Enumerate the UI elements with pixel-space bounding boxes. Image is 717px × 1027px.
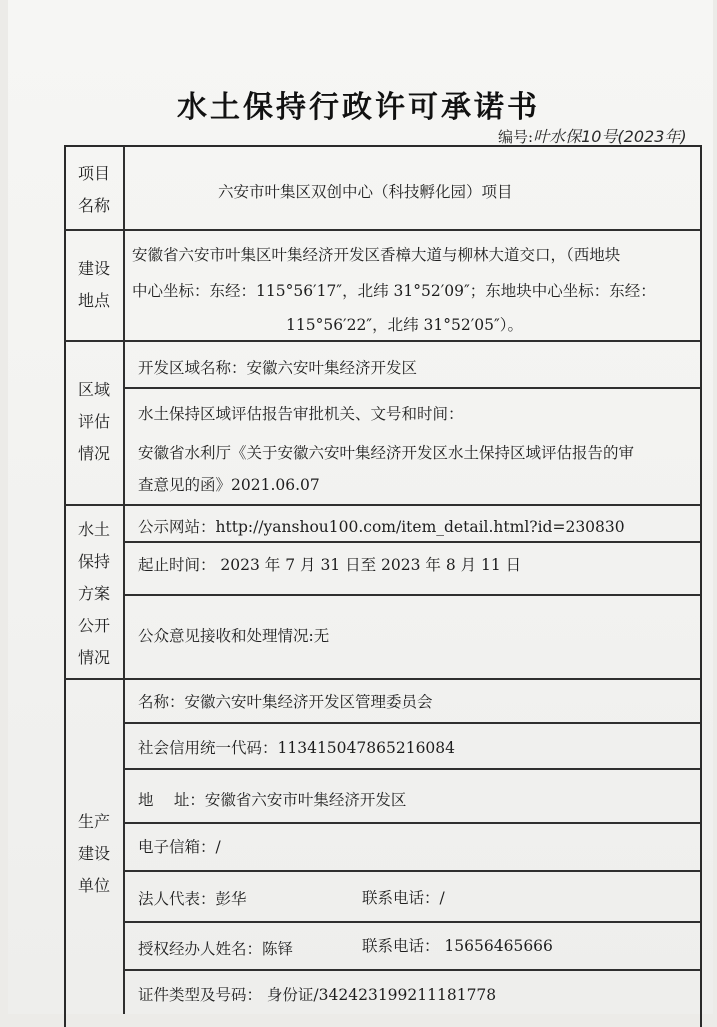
regional-label: 区域 评估 情况 — [77, 380, 110, 463]
agent-name: 授权经办人姓名：陈铎 — [138, 940, 294, 958]
sub-row-divider — [123, 822, 700, 824]
sub-row-divider — [123, 541, 700, 543]
location-line-2: 中心坐标：东经：115°56′17″，北纬 31°52′09″；东地块中心坐标：东经： — [132, 282, 656, 300]
sub-row-divider — [123, 921, 700, 923]
document-number — [498, 124, 687, 147]
unit-email: 电子信箱：/ — [138, 838, 221, 856]
document-number-label: 编号: — [498, 128, 534, 146]
id-document: 证件类型及号码： 身份证/342423199211181778 — [138, 986, 497, 1004]
location-label: 建设 地点 — [77, 259, 110, 310]
project-name: 六安市叶集区双创中心（科技孵化园）项目 — [218, 183, 513, 201]
unit-credit-code: 社会信用统一代码：113415047865216084 — [138, 739, 456, 757]
row-divider — [64, 340, 700, 342]
sub-row-divider — [123, 387, 700, 389]
location-line-3: 115°56′22″，北纬 31°52′05″）。 — [286, 316, 523, 334]
sub-row-divider — [123, 594, 700, 596]
row-divider — [64, 229, 700, 231]
sub-row-divider — [123, 768, 700, 770]
unit-label: 生产 建设 单位 — [77, 812, 110, 895]
approval-line-2: 查意见的函》2021.06.07 — [138, 476, 320, 494]
row-divider — [64, 504, 700, 506]
document-title: 水土保持行政许可承诺书 — [177, 90, 540, 125]
publicity-period: 起止时间： 2023 年 7 月 31 日至 2023 年 8 月 11 日 — [138, 556, 522, 574]
document-number-value: 叶水保10号(2023年) — [533, 127, 687, 146]
publicity-website: 公示网站：http://yanshou100.com/item_detail.html?id=230830 — [138, 518, 625, 536]
public-opinions: 公众意见接收和处理情况:无 — [138, 627, 330, 645]
project-label: 项目 名称 — [77, 164, 110, 215]
sub-row-divider — [123, 870, 700, 872]
publicity-label: 水土 保持 方案 公开 情况 — [77, 520, 110, 667]
row-divider — [64, 678, 700, 680]
location-line-1: 安徽省六安市叶集区叶集经济开发区香樟大道与柳林大道交口，（西地块 — [132, 246, 621, 264]
column-divider — [123, 146, 125, 1014]
approval-line-1: 安徽省水利厅《关于安徽六安叶集经济开发区水土保持区域评估报告的审 — [138, 444, 635, 462]
legal-representative: 法人代表：彭华 — [138, 890, 247, 908]
legal-phone: 联系电话：/ — [362, 889, 445, 907]
unit-address: 地 址：安徽省六安市叶集经济开发区 — [138, 791, 407, 809]
unit-name: 名称：安徽六安叶集经济开发区管理委员会 — [138, 693, 433, 711]
agent-phone: 联系电话： 15656465666 — [362, 937, 553, 955]
zone-name: 开发区域名称：安徽六安叶集经济开发区 — [138, 359, 418, 377]
sub-row-divider — [123, 722, 700, 724]
sub-row-divider — [123, 969, 700, 971]
approval-heading: 水土保持区域评估报告审批机关、文号和时间： — [138, 405, 464, 423]
